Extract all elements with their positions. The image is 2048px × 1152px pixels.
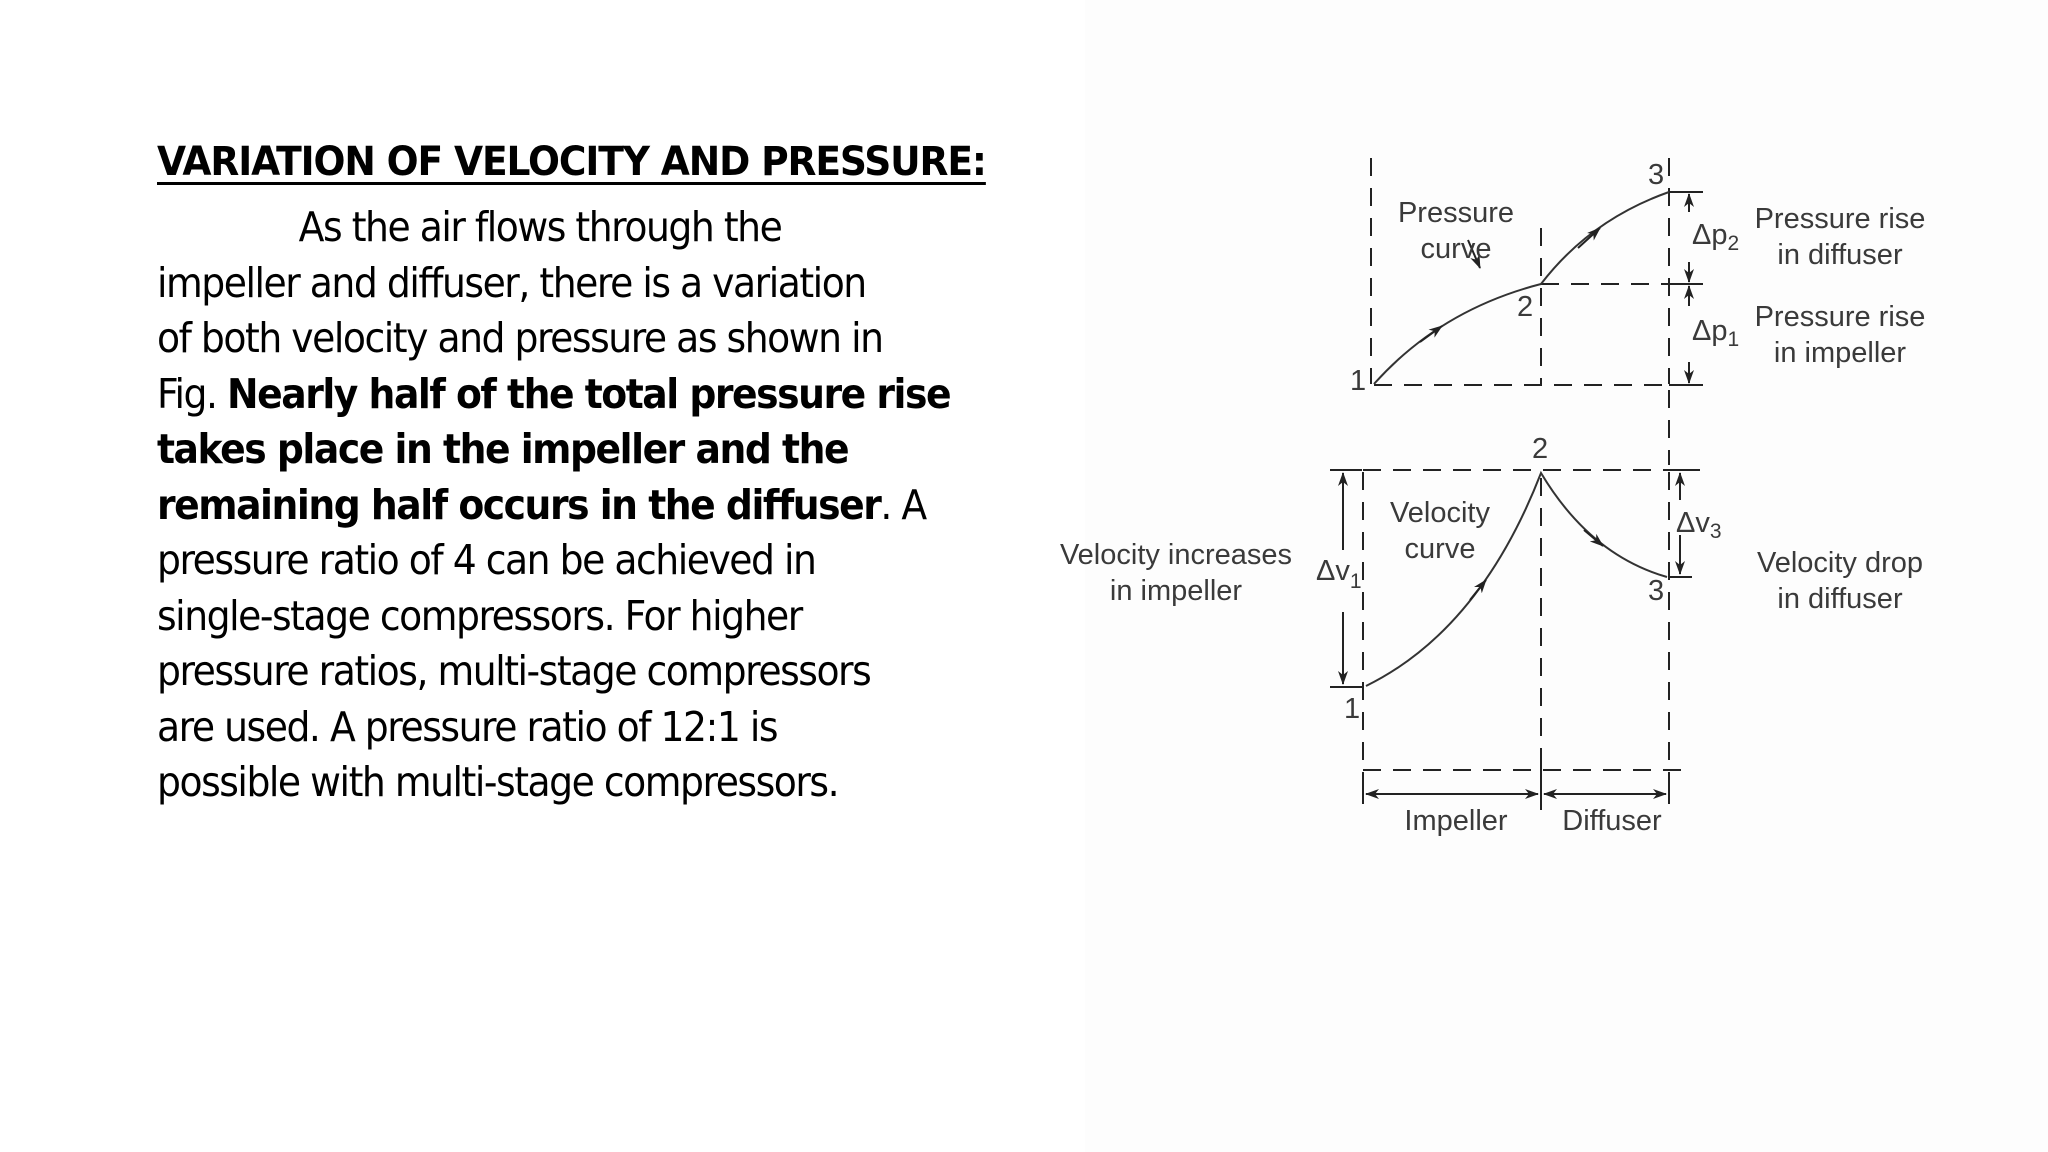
- velocity-point-1: 1: [1344, 693, 1361, 725]
- bold-text: takes place in the impeller and the: [157, 425, 849, 473]
- bold-text: Nearly half of the total pressure rise: [227, 369, 951, 418]
- pressure-curve-label-2: curve: [1420, 233, 1492, 265]
- text-run: are used. A pressure ratio of 12:1 is: [157, 702, 778, 751]
- impeller-label: Impeller: [1404, 805, 1508, 837]
- text-run: possible with multi-stage compressors.: [157, 758, 839, 806]
- velocity-point-3: 3: [1648, 575, 1665, 607]
- text-run: As the air flows through the: [298, 203, 782, 251]
- velocity-drop-label-2: in diffuser: [1777, 583, 1903, 615]
- delta-p1-label: $\Delta p_1$: [1692, 315, 1740, 351]
- text-run: Fig.: [157, 369, 228, 418]
- text-run: . A: [880, 480, 926, 529]
- velocity-increase-label-2: in impeller: [1109, 575, 1243, 607]
- pressure-rise-diffuser-label: Pressure rise: [1754, 203, 1926, 235]
- text-run: pressure ratios, multi-stage compressors: [157, 647, 871, 695]
- text-run: impeller and diffuser, there is a variation: [157, 258, 866, 307]
- pressure-curve-label: Pressure: [1397, 197, 1515, 229]
- pressure-rise-impeller-label: Pressure rise: [1754, 301, 1926, 333]
- text-run: single-stage compressors. For higher: [157, 591, 802, 640]
- velocity-drop-label: Velocity drop: [1756, 547, 1924, 579]
- pressure-point-3: 3: [1648, 159, 1665, 191]
- text-run: of both velocity and pressure as shown in: [157, 314, 883, 362]
- text-run: pressure ratio of 4 can be achieved in: [157, 536, 816, 584]
- pressure-rise-diffuser-label-2: in diffuser: [1777, 239, 1903, 271]
- velocity-point-2: 2: [1532, 433, 1549, 465]
- pressure-rise-impeller-label-2: in impeller: [1773, 337, 1907, 369]
- delta-v3-label: $\Delta v_3$: [1676, 507, 1722, 543]
- slide-heading: VARIATION OF VELOCITY AND PRESSURE:: [157, 139, 986, 185]
- pressure-point-1: 1: [1350, 365, 1367, 397]
- delta-p2-label: $\Delta p_2$: [1692, 219, 1740, 255]
- pressure-point-2: 2: [1517, 291, 1534, 323]
- velocity-curve-label: Velocity: [1390, 497, 1490, 529]
- delta-v1-label: $\Delta v_1$: [1316, 555, 1362, 593]
- bold-text: remaining half occurs in the diffuser: [157, 480, 881, 529]
- velocity-curve-label-2: curve: [1404, 533, 1476, 565]
- velocity-increase-label: Velocity increases: [1059, 539, 1293, 571]
- diffuser-label: Diffuser: [1562, 805, 1662, 837]
